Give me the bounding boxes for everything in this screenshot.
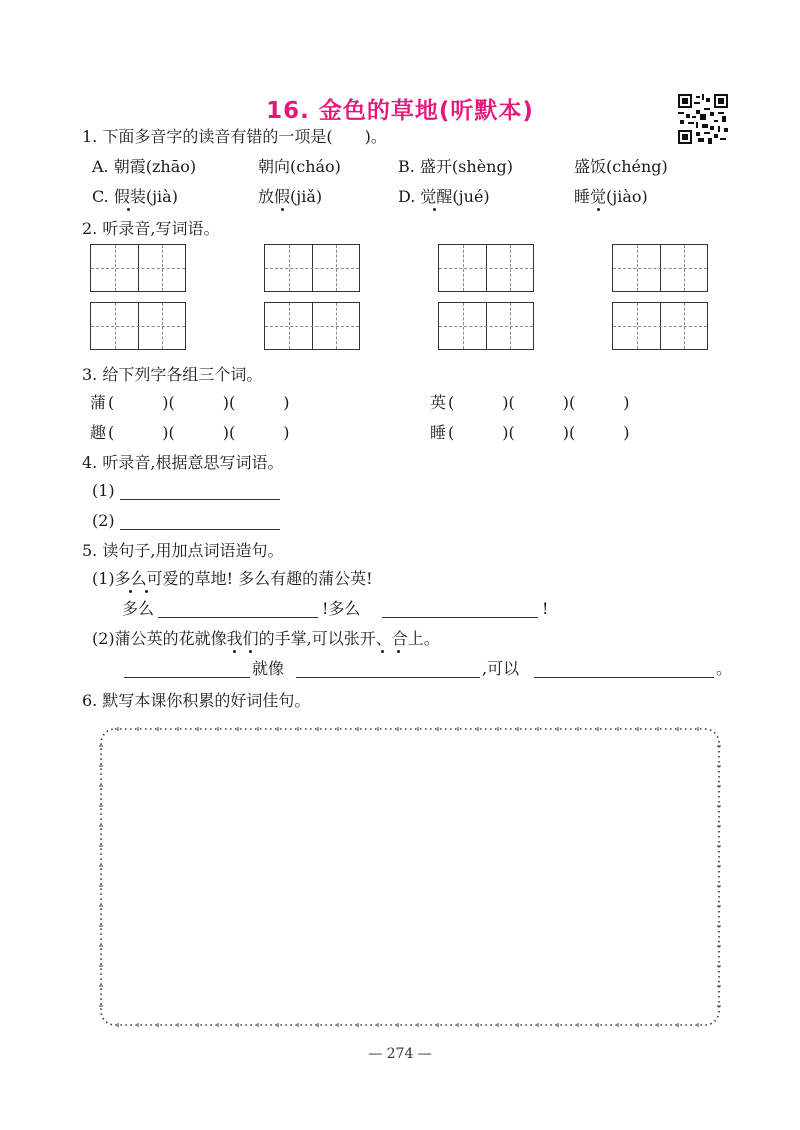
emphasis-dot bbox=[249, 650, 252, 653]
q5-s1-blank-1[interactable] bbox=[158, 617, 318, 618]
q5-s1-blank-2[interactable] bbox=[382, 617, 538, 618]
q3-char-pu: 蒲 bbox=[90, 393, 107, 412]
question-6-stem: 6. 默写本课你积累的好词佳句。 bbox=[82, 691, 311, 710]
q3-blanks-pu[interactable]: ( )( )( ) bbox=[108, 393, 290, 412]
writing-grid[interactable] bbox=[90, 302, 186, 350]
writing-grid[interactable] bbox=[438, 244, 534, 292]
page-title: 16. 金色的草地(听默本) bbox=[266, 98, 534, 124]
writing-grid[interactable] bbox=[264, 244, 360, 292]
q5-s2-mid: 就像 bbox=[252, 659, 285, 678]
q3-blanks-qu[interactable]: ( )( )( ) bbox=[108, 423, 290, 442]
q4-answer-line-1[interactable] bbox=[120, 499, 280, 500]
q1-option-c2: 放假(jiǎ) bbox=[258, 187, 323, 206]
writing-grid[interactable] bbox=[612, 302, 708, 350]
emphasis-dot bbox=[127, 208, 130, 211]
question-3-stem: 3. 给下列字各组三个词。 bbox=[82, 365, 263, 384]
q5-s2-blank-1[interactable] bbox=[124, 677, 250, 678]
question-4-stem: 4. 听录音,根据意思写词语。 bbox=[82, 453, 284, 472]
q5-sentence-1: (1)多么可爱的草地! 多么有趣的蒲公英! bbox=[92, 569, 373, 588]
q1-option-c1: C. 假装(jià) bbox=[92, 187, 178, 206]
q5-s2-end: 。 bbox=[716, 659, 733, 678]
q3-char-qu: 趣 bbox=[90, 423, 107, 442]
q4-answer-line-2[interactable] bbox=[120, 529, 280, 530]
page-number: — 274 — bbox=[368, 1046, 432, 1062]
q5-s1-mid: !多么 bbox=[322, 599, 361, 618]
q1-option-d1: D. 觉醒(jué) bbox=[398, 187, 490, 206]
emphasis-dot bbox=[129, 590, 132, 593]
emphasis-dot bbox=[597, 208, 600, 211]
q5-s2-mid2: ,可以 bbox=[482, 659, 520, 678]
q4-item-2-label: (2) bbox=[92, 511, 115, 530]
writing-grid[interactable] bbox=[438, 302, 534, 350]
q1-option-b2: 盛饭(chéng) bbox=[574, 157, 668, 176]
qr-code bbox=[678, 94, 728, 144]
q1-option-d2: 睡觉(jiào) bbox=[574, 187, 648, 206]
question-2-stem: 2. 听录音,写词语。 bbox=[82, 219, 220, 238]
question-5-stem: 5. 读句子,用加点词语造句。 bbox=[82, 541, 284, 560]
q1-option-a2: 朝向(cháo) bbox=[258, 157, 341, 176]
emphasis-dot bbox=[433, 208, 436, 211]
writing-grid[interactable] bbox=[612, 244, 708, 292]
q4-item-1-label: (1) bbox=[92, 481, 115, 500]
q3-blanks-ying[interactable]: ( )( )( ) bbox=[448, 393, 630, 412]
q5-sentence-2: (2)蒲公英的花就像我们的手掌,可以张开、合上。 bbox=[92, 629, 440, 648]
q5-s2-blank-2[interactable] bbox=[296, 677, 480, 678]
q1-option-b1: B. 盛开(shèng) bbox=[398, 157, 513, 176]
emphasis-dot bbox=[397, 650, 400, 653]
q1-option-a1: A. 朝霞(zhāo) bbox=[92, 157, 197, 176]
question-1-stem: 1. 下面多音字的读音有错的一项是( )。 bbox=[82, 127, 387, 146]
emphasis-dot bbox=[233, 650, 236, 653]
q3-char-ying: 英 bbox=[430, 393, 447, 412]
q5-s1-end: ! bbox=[542, 599, 549, 618]
q5-s1-prefix: 多么 bbox=[122, 599, 155, 618]
writing-grid[interactable] bbox=[90, 244, 186, 292]
emphasis-dot bbox=[281, 208, 284, 211]
q3-char-shui: 睡 bbox=[430, 423, 447, 442]
writing-grid[interactable] bbox=[264, 302, 360, 350]
q5-s2-blank-3[interactable] bbox=[534, 677, 714, 678]
emphasis-dot bbox=[145, 590, 148, 593]
q3-blanks-shui[interactable]: ( )( )( ) bbox=[448, 423, 630, 442]
writing-frame[interactable] bbox=[98, 726, 722, 1028]
emphasis-dot bbox=[381, 650, 384, 653]
